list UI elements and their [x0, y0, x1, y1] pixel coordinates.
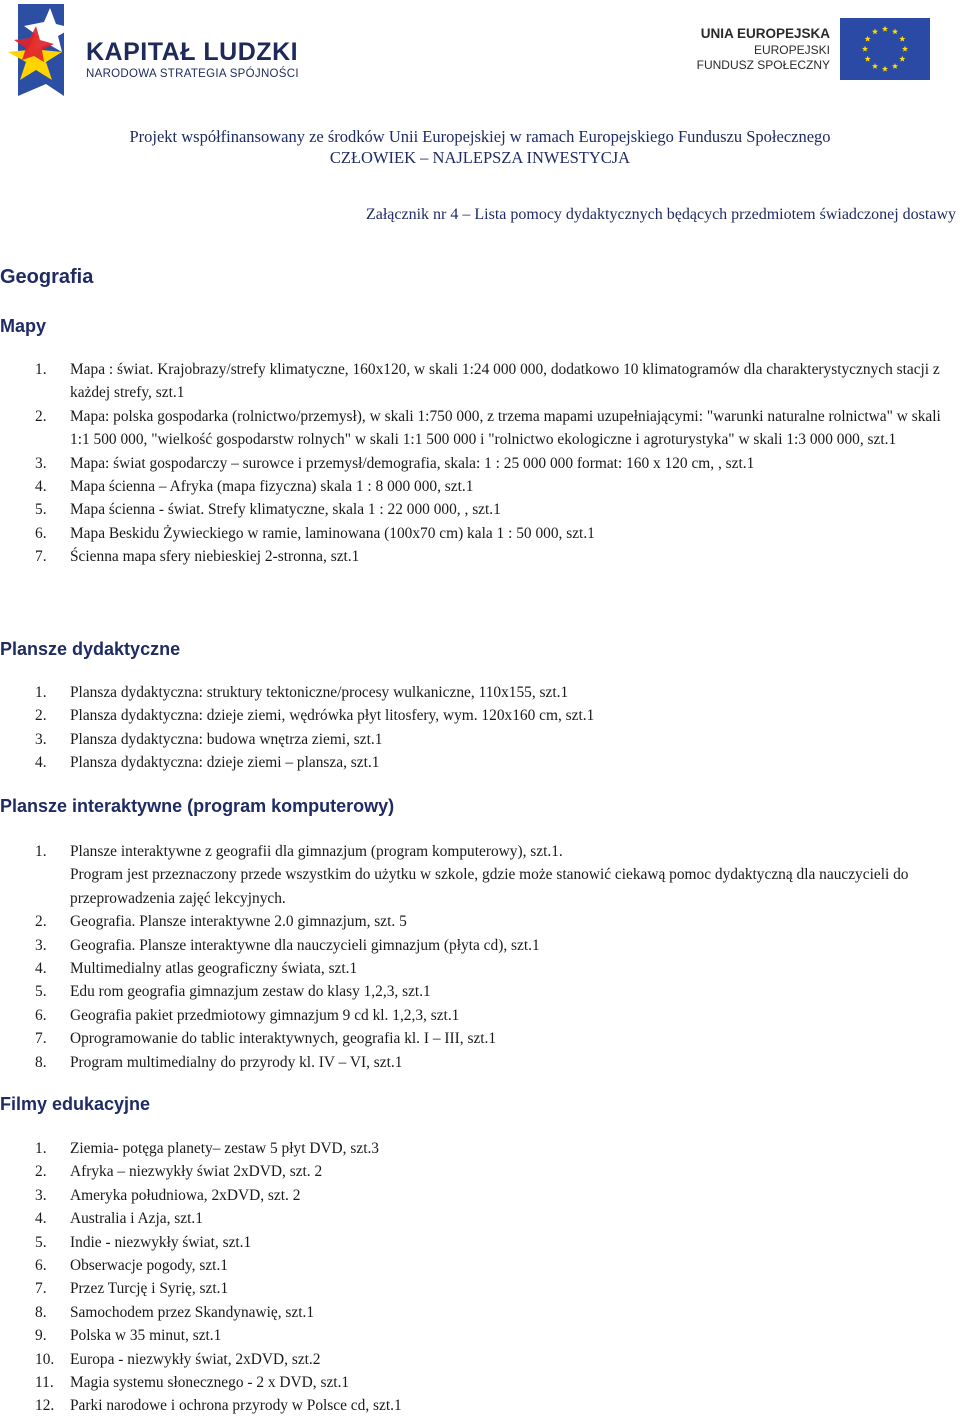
page-title: Geografia [0, 266, 94, 288]
list-item-text: Geografia pakiet przedmiotowy gimnazjum 9 cd kl. 1,2,3, szt.1 [70, 1006, 460, 1024]
list-item-number: 7. [35, 1280, 47, 1298]
list-item [0, 1394, 960, 1417]
list-item-text: Mapa Beskidu Żywieckiego w ramie, laminowana (100x70 cm) kala 1 : 50 000, szt.1 [70, 524, 595, 542]
list-item [0, 1137, 960, 1160]
list-item [0, 1027, 960, 1050]
list-item [0, 1348, 960, 1371]
list-item-text: Geografia. Plansze interaktywne 2.0 gimnazjum, szt. 5 [70, 913, 407, 931]
eu-logo-line2: EUROPEJSKI [753, 43, 830, 57]
list-item-number: 5. [35, 983, 47, 1001]
list-item-number: 4. [35, 478, 47, 496]
eu-logo-line1: UNIA EUROPEJSKA [700, 26, 830, 41]
list-item [0, 358, 960, 405]
list-item-number: 9. [35, 1327, 47, 1345]
list-filmy [0, 1137, 960, 1418]
list-item-number: 3. [35, 936, 47, 954]
list-item-text: Polska w 35 minut, szt.1 [70, 1327, 222, 1345]
list-item-number: 12. [35, 1397, 55, 1415]
list-item [0, 405, 960, 452]
eu-flag-icon [840, 18, 930, 80]
list-item-text: Edu rom geografia gimnazjum zestaw do klasy 1,2,3, szt.1 [70, 983, 431, 1001]
kapital-ludzki-title: KAPITAŁ LUDZKI [86, 38, 299, 66]
list-item [0, 1051, 960, 1074]
list-item-text: Plansze interaktywne z geografii dla gimnazjum (program komputerowy), szt.1. [70, 843, 563, 860]
list-item-text: Mapa : świat. Krajobrazy/strefy klimatyczne, 160x120, w skali 1:24 000 000, dodatkowo 10 klimatogramów dla charakterystycznych stacji z każdej strefy, szt.1 [70, 361, 940, 402]
list-item-number: 11. [35, 1374, 54, 1392]
list-item-text: Magia systemu słonecznego - 2 x DVD, szt.1 [70, 1374, 350, 1392]
list-item [0, 934, 960, 957]
list-item-text: Samochodem przez Skandynawię, szt.1 [70, 1303, 315, 1321]
list-item-number: 2. [35, 1163, 47, 1181]
list-item [0, 1231, 960, 1254]
annex-title: Załącznik nr 4 – Lista pomocy dydaktycznych będących przedmiotem świadczonej dostawy [365, 206, 956, 223]
list-item [0, 910, 960, 933]
list-item [0, 1277, 960, 1300]
list-item-text: Ziemia- potęga planety– zestaw 5 płyt DVD, szt.3 [70, 1140, 380, 1157]
list-item [0, 1324, 960, 1347]
list-item-text: Parki narodowe i ochrona przyrody w Polsce cd, szt.1 [70, 1397, 402, 1415]
list-item-text: Plansza dydaktyczna: dzieje ziemi – plansza, szt.1 [70, 754, 380, 772]
list-item-text: Europa - niezwykły świat, 2xDVD, szt.2 [70, 1350, 321, 1368]
list-item-number: 6. [35, 1257, 47, 1275]
list-item-number: 5. [35, 1233, 47, 1251]
list-item-text: Plansza dydaktyczna: struktury tektoniczne/procesy wulkaniczne, 110x155, szt.1 [70, 684, 569, 701]
list-item [0, 957, 960, 980]
list-item-number: 2. [35, 707, 47, 725]
list-item [0, 522, 960, 545]
list-item [0, 545, 960, 568]
list-item-text: Mapa: świat gospodarczy – surowce i przemysł/demografia, skala: 1 : 25 000 000 format: 160 x 120 cm, , szt.1 [70, 454, 755, 472]
section-heading-plansze: Plansze dydaktyczne [0, 639, 181, 659]
list-item [0, 1371, 960, 1394]
list-item-text: Mapa ścienna – Afryka (mapa fizyczna) skala 1 : 8 000 000, szt.1 [70, 478, 474, 496]
list-item [0, 1004, 960, 1027]
list-item-number: 3. [35, 1186, 47, 1204]
list-item-number: 4. [35, 754, 47, 772]
list-item [0, 751, 960, 774]
list-item-text: Oprogramowanie do tablic interaktywnych, geografia kl. I – III, szt.1 [70, 1030, 497, 1048]
list-item-text: Mapa ścienna - świat. Strefy klimatyczne, skala 1 : 22 000 000, , szt.1 [70, 501, 501, 519]
list-item-text: Plansza dydaktyczna: budowa wnętrza ziemi, szt.1 [70, 730, 383, 748]
list-item-number: 8. [35, 1053, 47, 1071]
list-mapy [0, 358, 960, 569]
list-item [0, 1301, 960, 1324]
list-item [0, 475, 960, 498]
list-item-text: Multimedialny atlas geograficzny świata, szt.1 [70, 960, 358, 978]
list-item-text: Geografia. Plansze interaktywne dla nauczycieli gimnazjum (płyta cd), szt.1 [70, 936, 540, 954]
section-heading-filmy: Filmy edukacyjne [0, 1094, 151, 1114]
project-line-2: CZŁOWIEK – NAJLEPSZA INWESTYCJA [329, 148, 631, 167]
list-item [0, 1160, 960, 1183]
section-heading-mapy: Mapy [0, 316, 47, 336]
list-item-number: 1. [35, 361, 47, 378]
list-item-number: 4. [35, 960, 47, 978]
list-item-number: 3. [35, 730, 47, 748]
section-heading-interaktywne: Plansze interaktywne (program komputerowy) [0, 796, 395, 816]
kapital-ludzki-emblem-icon [6, 4, 80, 96]
list-item-number: 2. [35, 407, 47, 425]
kapital-ludzki-logo [6, 4, 299, 96]
list-item [0, 728, 960, 751]
list-item-text: Plansza dydaktyczna: dzieje ziemi, wędrówka płyt litosfery, wym. 120x160 cm, szt.1 [70, 707, 595, 725]
list-item-text: Ameryka południowa, 2xDVD, szt. 2 [70, 1186, 301, 1204]
list-item-number: 6. [35, 524, 47, 542]
list-item [0, 704, 960, 727]
list-item-number: 2. [35, 913, 47, 931]
project-line-1: Projekt współfinansowany ze środków Unii Europejskiej w ramach Europejskiego Funduszu Społecznego [129, 127, 831, 146]
list-item-number: 4. [35, 1210, 47, 1228]
list-plansze [0, 681, 960, 775]
list-item [0, 980, 960, 1003]
list-item-number: 1. [35, 843, 47, 860]
list-item-text: Przez Turcję i Syrię, szt.1 [70, 1280, 229, 1298]
list-item [0, 681, 960, 704]
list-item-number: 7. [35, 1030, 47, 1048]
list-item [0, 1207, 960, 1230]
list-item [0, 1184, 960, 1207]
list-item-description: Program jest przeznaczony przede wszystkim do użytku w szkole, gdzie może stanowić ciekawą pomoc dydaktyczną dla nauczycieli do przeprowadzenia zajęć lekcyjnych. [70, 866, 909, 907]
list-item-text: Indie - niezwykły świat, szt.1 [70, 1233, 252, 1251]
list-item [0, 840, 960, 910]
list-item-number: 8. [35, 1303, 47, 1321]
list-item [0, 498, 960, 521]
list-item-number: 5. [35, 501, 47, 519]
list-item-text: Australia i Azja, szt.1 [70, 1210, 203, 1228]
eu-logo [696, 18, 932, 82]
list-item-number: 1. [35, 684, 47, 701]
list-item-text: Obserwacje pogody, szt.1 [70, 1257, 228, 1275]
list-item-text: Mapa: polska gospodarka (rolnictwo/przemysł), w skali 1:750 000, z trzema mapami uzupełniającymi: "warunki naturalne rolnictwa" w skali 1:1 500 000, "wielkość gospodarstw rolnych" w skali 1:1 500 000 i "rolnictwo ekologiczne i agroturystyka" w skali 1:3 000 000, szt.1 [70, 407, 941, 449]
list-item-number: 6. [35, 1006, 47, 1024]
list-item-text: Ścienna mapa sfery niebieskiej 2-stronna, szt.1 [70, 548, 360, 566]
project-header [0, 126, 960, 168]
kapital-ludzki-subtitle: NARODOWA STRATEGIA SPÓJNOŚCI [86, 68, 299, 80]
list-item-text: Program multimedialny do przyrody kl. IV – VI, szt.1 [70, 1053, 403, 1071]
list-item-number: 3. [35, 454, 47, 472]
list-interaktywne [0, 840, 960, 1074]
list-item [0, 452, 960, 475]
list-item-number: 7. [35, 548, 47, 566]
eu-logo-line3: FUNDUSZ SPOŁECZNY [696, 58, 830, 72]
list-item [0, 1254, 960, 1277]
list-item-number: 10. [35, 1350, 55, 1368]
list-item-text: Afryka – niezwykły świat 2xDVD, szt. 2 [70, 1163, 323, 1181]
list-item-number: 1. [35, 1140, 47, 1157]
